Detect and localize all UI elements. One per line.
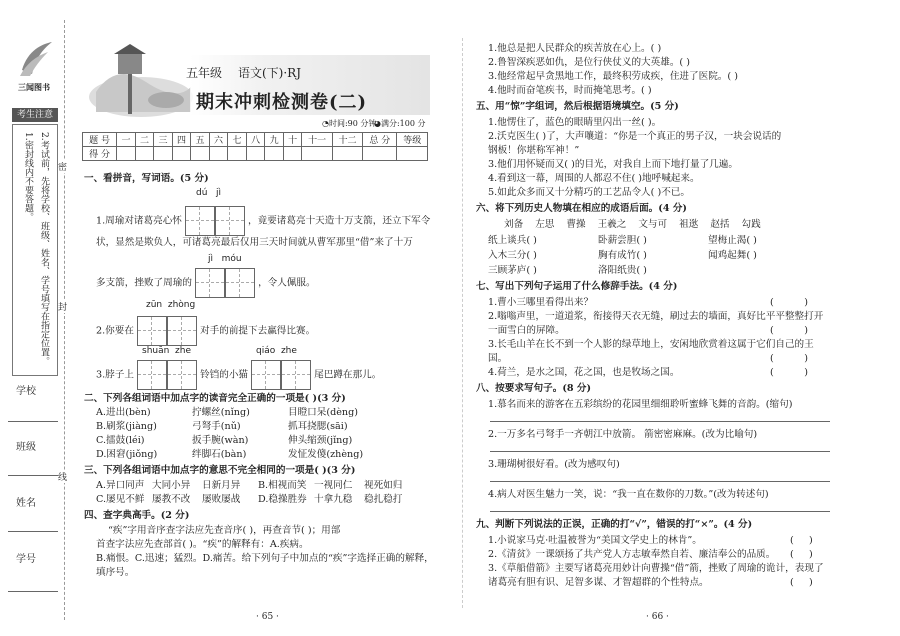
s7-line: 1.曹小三哪里看得出来？ — [488, 297, 594, 308]
q1-text-a: 1.周瑜对诸葛亮心怀 — [96, 215, 182, 227]
s4-line: “疾”字用音序查字法应先查音序( )，再查音节( )；用部 — [108, 525, 341, 536]
q3-pinyin-b: qiáo zhe — [256, 346, 297, 356]
table-cell: 总 分 — [363, 133, 397, 147]
q1-line-2: 状，显然是欺负人，可诸葛亮最后仅用三天时间就从曹军那里“借”来了十万 — [96, 237, 413, 248]
option: 视死如归 — [364, 480, 403, 491]
q3-pinyin-a: shuān zhe — [142, 346, 192, 356]
page-number-right: · 66 · — [646, 612, 669, 622]
q3-text-a: 3.脖子上 — [96, 369, 134, 381]
option: 十拿九稳 — [314, 494, 353, 505]
table-cell: 十一 — [302, 133, 332, 147]
s3-option-row — [96, 493, 402, 506]
answer-box[interactable] — [167, 360, 197, 390]
name-option: 勾践 — [741, 219, 761, 230]
idiom-item: 纸上谈兵( ) — [488, 235, 537, 246]
page-title: 期末冲刺检测卷(二) — [196, 92, 368, 113]
field-class: 班级 — [16, 442, 36, 453]
table-cell: 五 — [191, 133, 210, 147]
page-number-left: · 65 · — [256, 612, 279, 622]
s9-blank[interactable]: ( ) — [790, 549, 813, 560]
s9-blank[interactable]: ( ) — [790, 535, 813, 546]
s7-blank[interactable]: ( ) — [770, 367, 808, 378]
q1-text-b: ，竟要诸葛亮十天造十万支箭，还立下军令 — [248, 215, 431, 227]
score-table-header-row — [83, 133, 428, 147]
section-2-title: 二、下列各组词语中加点字的读音完全正确的一项是( )(3 分) — [84, 393, 346, 404]
name-option: 赵括 — [710, 219, 730, 230]
seal-mark-1: 密 — [58, 160, 67, 173]
option: C.屡见不鲜 — [96, 494, 145, 505]
answer-line[interactable] — [490, 420, 830, 422]
score-input-cell[interactable] — [265, 147, 284, 161]
score-input-cell[interactable] — [228, 147, 247, 161]
option: 日新月异 — [202, 480, 241, 491]
s5-line: 4.看到这一幕，周围的人都忍不住( )地呼喊起来。 — [488, 173, 700, 184]
table-cell: 二 — [135, 133, 154, 147]
s5-line: 3.他们用怀疑而又( )的目光，对我自上而下地打量了几遍。 — [488, 159, 738, 170]
brand-name: 三闻图书 — [18, 83, 50, 92]
score-input-cell[interactable] — [191, 147, 210, 161]
time-label: ◔时间:90 分钟 — [322, 119, 377, 128]
s7-blank[interactable]: ( ) — [770, 297, 808, 308]
s7-line: 3.长毛山羊在长不到一个人影的绿草地上，安闲地欣赏着这属于它们自己的王 — [488, 339, 814, 350]
s9-line: 诸葛亮有胆有识、足智多谋、才智超群的个性特点。 — [488, 577, 709, 588]
table-cell: 九 — [265, 133, 284, 147]
s9-line: 3.《草船借箭》主要写诸葛亮用妙计向曹操“借”箭，挫败了周瑜的诡计，表现了 — [488, 563, 824, 574]
section-1-title: 一、看拼音，写词语。(5 分) — [84, 173, 209, 184]
notice-item-2: 2.考试前，先将学校、班级、姓名、学号填写在指定位置。 — [39, 132, 49, 366]
q1-line-3 — [96, 268, 316, 298]
s4-line: B.痛恨。C.迅速；猛烈。D.痛苦。给下列句子中加点的“疾”字选择正确的解释， — [96, 553, 434, 564]
s7-line: 2.嗡嗡声里，一道道浆，衔接得天衣无缝，刷过去的墙面，真好比平平整整打开 — [488, 311, 824, 322]
name-option: 祖逖 — [679, 219, 699, 230]
answer-line[interactable] — [490, 510, 830, 512]
idiom-item: 洛阳纸贵( ) — [598, 265, 647, 276]
q1-line-1 — [96, 206, 430, 236]
s2-option-row — [96, 448, 363, 461]
option: C.擂鼓(léi) — [96, 435, 145, 446]
r-line: 3.他经常起早贪黑地工作，最终积劳成疾，住进了医院。( ) — [488, 71, 738, 82]
notice-title: 考生注意 — [12, 108, 58, 122]
s4-line: 填序号。 — [96, 567, 135, 578]
name-option: 曹操 — [566, 219, 586, 230]
r-line: 1.他总是把人民群众的疾苦放在心上。( ) — [488, 43, 662, 54]
name-option: 文与可 — [638, 219, 668, 230]
s6-item-row — [488, 264, 708, 277]
score-input-cell[interactable] — [302, 147, 332, 161]
option: 屡败屡战 — [202, 494, 241, 505]
option: 稳扎稳打 — [364, 494, 403, 505]
answer-box[interactable] — [167, 316, 197, 346]
field-school-line[interactable] — [8, 420, 58, 422]
score-input-cell[interactable] — [363, 147, 397, 161]
score-label: ◕满分:100 分 — [374, 119, 426, 128]
brand-logo-icon — [18, 40, 54, 78]
table-cell: 十 — [283, 133, 302, 147]
s9-line: 1.小说家马克·吐温被誉为“美国文学史上的林肯”。 — [488, 535, 702, 546]
idiom-item: 三顾茅庐( ) — [488, 265, 537, 276]
s5-line: 5.如此众多而又十分精巧的工艺品令人( )不已。 — [488, 187, 690, 198]
s8-line: 1.慕名而来的游客在五彩缤纷的花园里细细聆听蜜蜂飞舞的音韵。(缩句) — [488, 399, 793, 410]
q1-text-e: ，令人佩服。 — [258, 277, 316, 289]
page-divider — [462, 38, 463, 608]
s2-option-row — [96, 434, 352, 447]
field-school: 学校 — [16, 386, 36, 397]
score-input-cell[interactable] — [397, 147, 428, 161]
score-input-cell[interactable] — [246, 147, 265, 161]
field-number-line[interactable] — [8, 590, 58, 592]
answer-box[interactable] — [137, 316, 167, 346]
answer-line[interactable] — [490, 450, 830, 452]
answer-box[interactable] — [215, 206, 245, 236]
s5-line: 2.沃克医生( )了，大声嚷道：“你是一个真正的男子汉，一块会说话的 — [488, 131, 782, 142]
score-input-cell[interactable] — [117, 147, 136, 161]
score-input-cell[interactable] — [154, 147, 173, 161]
seal-line — [64, 20, 65, 620]
table-cell: 一 — [117, 133, 136, 147]
s8-line: 3.珊瑚树很好看。(改为感叹句) — [488, 459, 620, 470]
score-table-score-row — [83, 147, 428, 161]
table-cell: 题 号 — [83, 133, 117, 147]
seal-mark-3: 线 — [58, 470, 67, 483]
name-option: 左思 — [535, 219, 555, 230]
sidebar — [0, 0, 68, 636]
table-cell: 六 — [209, 133, 228, 147]
notice-item-1: 1.密封线内不要答题。 — [23, 132, 33, 222]
score-input-cell[interactable] — [172, 147, 191, 161]
s2-option-row — [96, 420, 348, 433]
s6-item-row — [488, 234, 757, 247]
score-table — [82, 132, 428, 161]
idiom-item: 闻鸡起舞( ) — [708, 250, 757, 261]
section-7-title: 七、写出下列句子运用了什么修辞手法。(4 分) — [476, 281, 678, 292]
score-input-cell[interactable] — [135, 147, 154, 161]
q2-text-b: 对手的前提下去赢得比赛。 — [200, 325, 316, 337]
score-input-cell[interactable] — [209, 147, 228, 161]
s3-option-row — [96, 479, 402, 492]
idiom-item: 入木三分( ) — [488, 250, 537, 261]
option: D.困窘(jiǒng) — [96, 449, 158, 460]
s6-item-row — [488, 249, 757, 262]
section-9-title: 九、判断下列说法的正误，正确的打“√”，错误的打“×”。(4 分) — [476, 519, 753, 530]
field-number: 学号 — [16, 554, 36, 565]
section-4-title: 四、查字典高手。(2 分) — [84, 510, 190, 521]
option: 发怔发傻(zhèng) — [288, 449, 364, 460]
subject-label: 语文(下)·RJ — [238, 66, 302, 80]
answer-box[interactable] — [185, 206, 215, 236]
q2-pinyin: zūn zhòng — [146, 300, 196, 310]
option: 抓耳挠腮(sāi) — [288, 421, 348, 432]
q1-pinyin: dú jì — [196, 188, 222, 198]
s7-line: 4.荷兰，是水之国，花之国，也是牧场之国。 — [488, 367, 680, 378]
section-5-title: 五、用“惊”字组词，然后根据语境填空。(5 分) — [476, 101, 679, 112]
notice-box — [12, 124, 58, 376]
idiom-item: 望梅止渴( ) — [708, 235, 757, 246]
q3-text-c: 尾巴蹲在那儿。 — [314, 369, 382, 381]
field-class-line[interactable] — [8, 474, 58, 476]
s5-line: 钢板！你堪称军神！” — [488, 145, 580, 156]
q3-text-b: 铃铛的小猫 — [200, 369, 249, 381]
q2-line — [96, 316, 315, 346]
score-input-cell[interactable] — [332, 147, 362, 161]
section-3-title: 三、下列各组词语中加点字的意思不完全相同的一项是( )(3 分) — [84, 465, 356, 476]
s7-line: 一面雪白的屏障。 — [488, 325, 565, 336]
s7-blank[interactable]: ( ) — [770, 353, 808, 364]
option: A.异口同声 — [96, 480, 145, 491]
name-option: 刘备 — [504, 219, 524, 230]
table-cell: 七 — [228, 133, 247, 147]
name-option: 王羲之 — [597, 219, 627, 230]
option: 屡教不改 — [152, 494, 191, 505]
s8-line: 2.一万多名弓弩手一齐朝江中放箭。 箭密密麻麻。(改为比喻句) — [488, 429, 758, 440]
option: 弓弩手(nǔ) — [192, 421, 241, 432]
idiom-item: 胸有成竹( ) — [598, 250, 647, 261]
option: B.相视而笑 — [258, 480, 307, 491]
s8-line: 4.病人对医生魅力一笑，说：“我一直在数你的刀数。”(改为转述句) — [488, 489, 769, 500]
s2-option-row — [96, 406, 358, 419]
option: 绊脚石(bàn) — [192, 449, 247, 460]
r-line: 2.鲁智深疾恶如仇，是位行侠仗义的大英雄。( ) — [488, 57, 690, 68]
option: 目瞪口呆(dèng) — [288, 407, 358, 418]
answer-box[interactable] — [195, 268, 225, 298]
grade-label: 五年级 — [186, 66, 223, 80]
answer-box[interactable] — [225, 268, 255, 298]
answer-line[interactable] — [490, 480, 830, 482]
s9-line: 2.《清贫》一课颂扬了共产党人方志敏奉然自若、廉洁奉公的品质。 — [488, 549, 776, 560]
table-cell: 得 分 — [83, 147, 117, 161]
option: 扳手腕(wàn) — [192, 435, 249, 446]
table-cell: 三 — [154, 133, 173, 147]
answer-box[interactable] — [251, 360, 281, 390]
s9-blank[interactable]: ( ) — [790, 577, 813, 588]
option: 一视同仁 — [314, 480, 353, 491]
s5-line: 1.他愣住了，蓝色的眼睛里闪出一丝( )。 — [488, 117, 662, 128]
option: A.进出(bèn) — [96, 407, 151, 418]
table-cell: 等级 — [397, 133, 428, 147]
section-6-title: 六、将下列历史人物填在相应的成语后面。(4 分) — [476, 203, 687, 214]
s7-line: 国。 — [488, 353, 508, 364]
field-name-line[interactable] — [8, 530, 58, 532]
table-cell: 八 — [246, 133, 265, 147]
option: D.稳操胜券 — [258, 494, 307, 505]
header-illustration-icon — [86, 42, 196, 122]
s6-name-row — [504, 218, 761, 231]
q2-text-a: 2.你要在 — [96, 325, 134, 337]
score-input-cell[interactable] — [283, 147, 302, 161]
section-8-title: 八、按要求写句子。(8 分) — [476, 383, 592, 394]
option: 伸头缩颈(jǐng) — [288, 435, 353, 446]
option: 大同小异 — [152, 480, 191, 491]
option: 拧螺丝(nǐng) — [192, 407, 250, 418]
q3-line — [96, 360, 381, 390]
idiom-item: 卧薪尝胆( ) — [598, 235, 647, 246]
r-line: 4.他时而奋笔疾书，时而掩笔思考。( ) — [488, 85, 652, 96]
answer-box[interactable] — [137, 360, 167, 390]
seal-mark-2: 封 — [58, 300, 67, 313]
s4-line: 首查字法应先查部首( )。“疾”的解释有：A.疾病。 — [96, 539, 309, 550]
s7-blank[interactable]: ( ) — [770, 325, 808, 336]
q1-pinyin-2: jì móu — [208, 254, 242, 264]
answer-box[interactable] — [281, 360, 311, 390]
q1-text-d: 多支箭，挫败了周瑜的 — [96, 277, 192, 289]
option: B.刷浆(jiàng) — [96, 421, 157, 432]
table-cell: 四 — [172, 133, 191, 147]
table-cell: 十二 — [332, 133, 362, 147]
field-name: 姓名 — [16, 498, 36, 509]
